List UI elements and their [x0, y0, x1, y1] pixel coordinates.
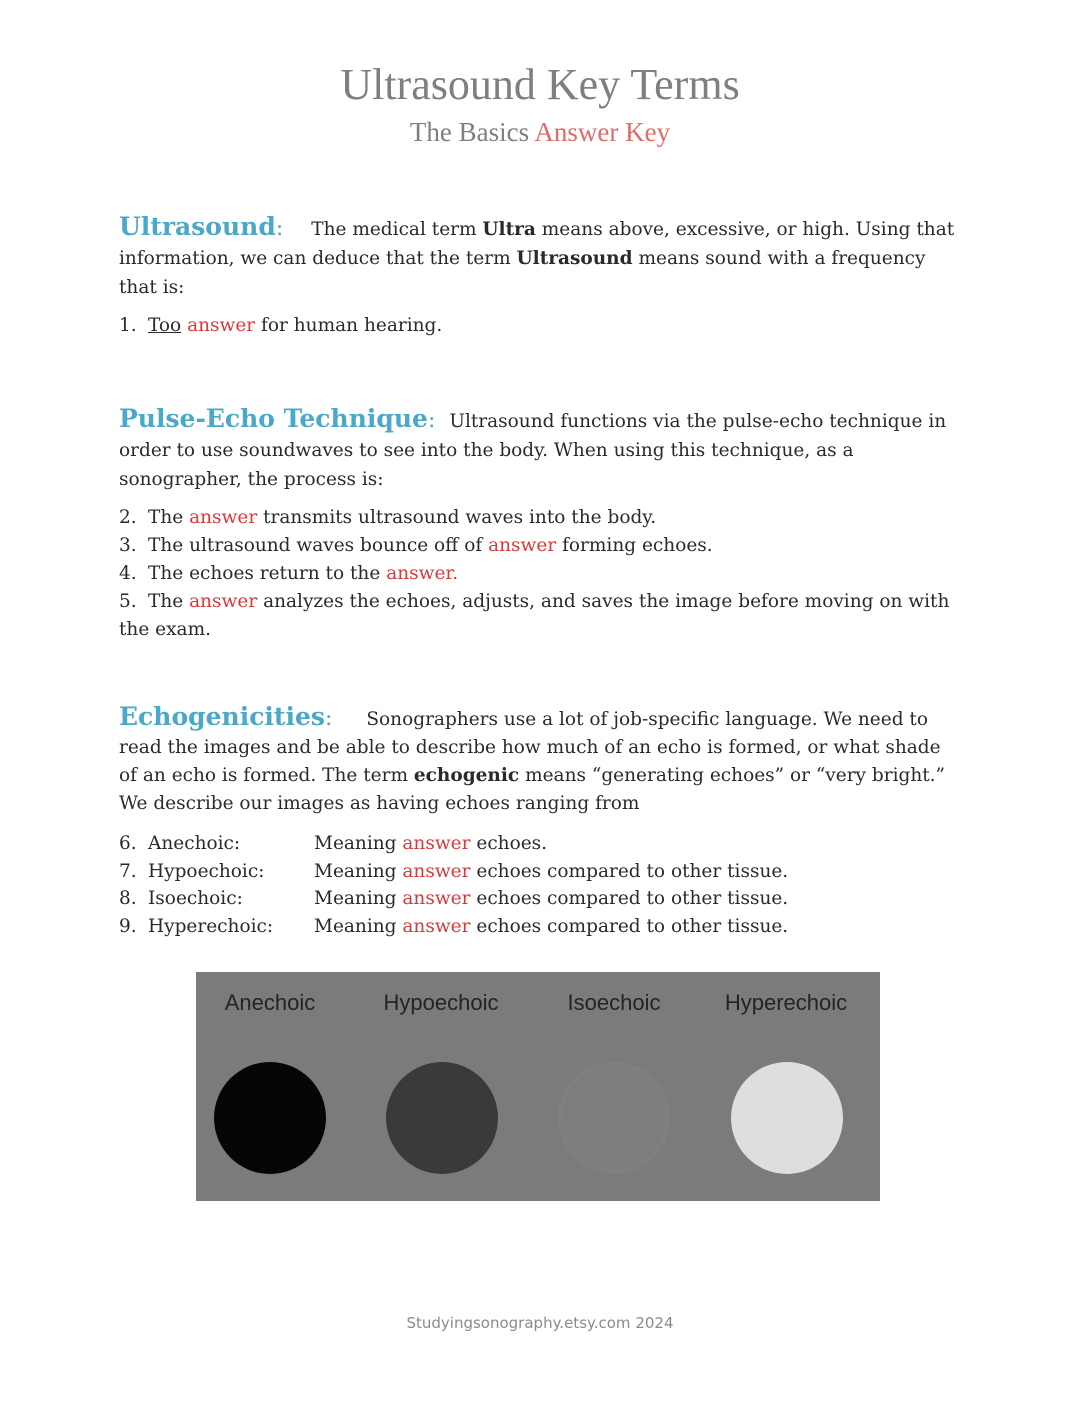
- subtitle-plain: The Basics: [409, 117, 530, 147]
- item-number: 1.: [119, 315, 137, 336]
- pulse-echo-text: Ultrasound functions via the pulse-echo technique in order to use soundwaves to see into the body. When using this technique, as a sonographer, the process is:: [119, 411, 947, 490]
- ultrasound-list: [119, 312, 961, 340]
- item-text-pre: Meaning: [314, 860, 397, 882]
- echogenicity-illustration: [196, 972, 880, 1201]
- pulse-echo-paragraph: [119, 404, 961, 494]
- item-number: 8.: [119, 888, 137, 909]
- item-text-post: analyzes the echoes, adjusts, and saves the image before moving on with the exam.: [119, 591, 950, 640]
- anechoic-circle: [214, 1062, 326, 1174]
- list-item: [119, 830, 961, 858]
- echogenicities-heading: Echogenicities: [119, 702, 325, 731]
- item-text-post: echoes compared to other tissue.: [476, 860, 789, 882]
- list-item: [119, 858, 961, 886]
- item-text-pre: The: [148, 507, 184, 528]
- answer-blank: answer.: [386, 563, 459, 584]
- pulse-echo-heading: Pulse-Echo Technique: [119, 404, 428, 433]
- item-text-post: for human hearing.: [261, 315, 443, 336]
- answer-blank: answer: [402, 860, 471, 882]
- ultrasound-text-2: means above, excessive, or high. Using that information, we can deduce that the term: [119, 219, 955, 269]
- label-isoechoic: Isoechoic: [567, 990, 661, 1015]
- item-term: Anechoic:: [148, 833, 241, 854]
- list-item: [119, 312, 961, 340]
- echogenicities-bold-echogenic: echogenic: [413, 765, 520, 786]
- page-subtitle: [0, 114, 1080, 150]
- answer-blank: answer: [189, 507, 258, 528]
- list-item: [119, 532, 961, 560]
- item-term: Isoechoic:: [148, 888, 243, 909]
- title-block: [0, 58, 1080, 150]
- item-number: 3.: [119, 535, 137, 556]
- list-item: [119, 913, 961, 941]
- item-text-pre: Meaning: [314, 915, 397, 937]
- item-text-post: transmits ultrasound waves into the body.: [263, 507, 657, 528]
- answer-blank: answer: [402, 833, 471, 854]
- ultrasound-bold-ultrasound: Ultrasound: [516, 248, 633, 269]
- item-text-pre: Too: [148, 315, 182, 336]
- item-number: 2.: [119, 507, 137, 528]
- item-text-post: echoes.: [476, 833, 548, 854]
- answer-blank: answer: [189, 591, 258, 612]
- answer-blank: answer: [402, 915, 471, 937]
- item-text-post: echoes compared to other tissue.: [476, 888, 789, 909]
- label-hypoechoic: Hypoechoic: [383, 990, 499, 1015]
- item-number: 9.: [119, 915, 137, 937]
- page-title: Ultrasound Key Terms: [340, 60, 740, 109]
- list-item: [119, 588, 961, 644]
- hypoechoic-circle: [386, 1062, 498, 1174]
- ultrasound-text-1: The medical term: [311, 219, 477, 240]
- echogenicities-text-1: Sonographers use a lot of job-specific language. We need to read the images and be able to describe how much of an echo is formed, or what shade of an echo is formed. The term: [119, 709, 941, 786]
- list-item: [119, 504, 961, 532]
- item-number: 7.: [119, 860, 137, 882]
- item-number: 6.: [119, 833, 137, 854]
- ultrasound-paragraph: [119, 212, 961, 302]
- echogenicities-heading-sep: :: [324, 706, 333, 731]
- list-item: [119, 885, 961, 913]
- list-item: [119, 560, 961, 588]
- item-text-pre: Meaning: [314, 833, 397, 854]
- section-ultrasound: [119, 212, 961, 340]
- footer-credit: Studyingsonography.etsy.com 2024: [406, 1314, 674, 1332]
- echogenicities-text-2: means “generating echoes” or “very bright.” We describe our images as having echoes ranging from: [119, 765, 946, 814]
- pulse-echo-list: [119, 504, 961, 644]
- label-anechoic: Anechoic: [224, 990, 316, 1015]
- item-number: 5.: [119, 591, 137, 612]
- echogenicities-list: [119, 830, 961, 940]
- section-pulse-echo: [119, 404, 961, 644]
- item-text-pre: The echoes return to the: [148, 563, 381, 584]
- answer-blank: answer: [488, 535, 557, 556]
- item-term: Hyperechoic:: [148, 915, 274, 937]
- section-echogenicities: [119, 703, 961, 940]
- subtitle-answer-key: Answer Key: [534, 117, 671, 147]
- item-text-post: forming echoes.: [562, 535, 713, 556]
- item-term: Hypoechoic:: [148, 860, 265, 882]
- ultrasound-bold-ultra: Ultra: [482, 219, 536, 240]
- ultrasound-heading: Ultrasound: [119, 212, 276, 241]
- answer-blank: answer: [402, 888, 471, 909]
- item-text-post: echoes compared to other tissue.: [476, 915, 789, 937]
- answer-blank: answer: [187, 315, 256, 336]
- item-text-pre: The ultrasound waves bounce off of: [148, 535, 483, 556]
- label-hyperechoic: Hyperechoic: [724, 990, 848, 1015]
- item-text-pre: The: [148, 591, 184, 612]
- echogenicities-paragraph: [119, 703, 961, 818]
- item-number: 4.: [119, 563, 137, 584]
- ultrasound-text-3: means sound with a frequency that is:: [119, 248, 926, 298]
- hyperechoic-circle: [731, 1062, 843, 1174]
- ultrasound-heading-sep: :: [275, 216, 284, 241]
- isoechoic-circle: [558, 1062, 670, 1174]
- item-text-pre: Meaning: [314, 888, 397, 909]
- pulse-echo-heading-sep: :: [427, 408, 436, 433]
